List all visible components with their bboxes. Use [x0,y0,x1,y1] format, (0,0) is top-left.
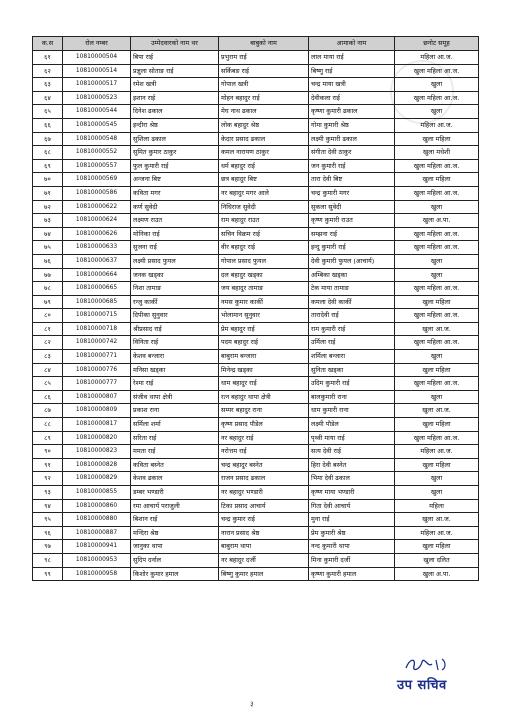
candidate-name-cell: केशव ढकाल [131,472,219,486]
selection-group-cell: खुला महिला आ.ज. [395,64,479,78]
serial-cell: ९२ [33,472,63,486]
mother-name-cell: उदिम कुमारी राई [309,377,395,391]
father-name-cell: गोपाल प्रसाद फुयल [219,254,309,268]
candidate-name-cell: मन्दिरा श्रेष्ठ [131,526,219,540]
candidate-name-cell: कविता बस्नेत [131,458,219,472]
candidate-name-cell: जनक खड्का [131,268,219,282]
father-name-cell: कृष्ण प्रसाद पौडेल [219,418,309,432]
selection-group-cell: खुला महिला आ.ज. [395,159,479,173]
selection-group-cell: खुला महिला [395,295,479,309]
mother-name-cell: चन्द्र कुमारी मगर [309,186,395,200]
serial-cell: ६१ [33,51,63,65]
serial-cell: ६३ [33,78,63,92]
selection-group-cell: खुला [395,200,479,214]
roll-number-cell: 10810000817 [63,418,131,432]
father-name-cell: नरोत्तम राई [219,445,309,459]
table-row [33,78,479,92]
mother-name-cell: जन कुमारी राई [309,159,395,173]
table-row [33,146,479,160]
candidate-name-cell: मोनिका राई [131,227,219,241]
father-name-cell: चन्द्र कुमार राई [219,513,309,527]
candidate-name-cell: संजीव थापा क्षेत्री [131,390,219,404]
father-name-cell: लोक बहादुर श्रेष्ठ [219,118,309,132]
roll-number-cell: 10810000820 [63,431,131,445]
mother-name-cell: संगीता देवी ठाकुर [309,146,395,160]
roll-number-cell: 10810000941 [63,540,131,554]
selection-group-cell: खुला [395,350,479,364]
candidate-name-cell: बिशान राई [131,513,219,527]
mother-name-cell: गोमा कुमारी श्रेष्ठ [309,118,395,132]
serial-cell: ९० [33,445,63,459]
selection-group-cell: खुला महिला आ.ज. [395,431,479,445]
table-row [33,418,479,432]
roll-number-cell: 10810000809 [63,404,131,418]
roll-number-cell: 10810000777 [63,377,131,391]
mother-name-cell: लक्ष्मी कुमारी ढकाल [309,132,395,146]
selection-group-cell: खुला आ.ज. [395,513,479,527]
roll-number-cell: 10810000665 [63,282,131,296]
table-row [33,499,479,513]
candidate-name-cell: सुजना राई [131,241,219,255]
table-row [33,553,479,567]
father-name-cell: वीर बहादुर राई [219,241,309,255]
mother-name-cell: पृथ्वी माया राई [309,431,395,445]
candidate-name-cell: दिनेश ढकाल [131,105,219,119]
father-name-cell: नर बहादुर मगर आले [219,186,309,200]
selection-group-cell: खुला महिला [395,132,479,146]
selection-group-cell: खुला दलित [395,553,479,567]
header-row [33,37,479,51]
roll-number-cell: 10810000855 [63,486,131,500]
mother-name-cell: मुना राई [309,513,395,527]
father-name-cell: बिष्णु कुमार हमाल [219,567,309,581]
candidate-name-cell: कर्ण सुवेदी [131,200,219,214]
table-row [33,322,479,336]
father-name-cell: राजन प्रसाद ढकाल [219,472,309,486]
mother-name-cell: कृष्ण कुमारी राउत [309,214,395,228]
table-row [33,472,479,486]
table-row [33,390,479,404]
father-name-cell: प्रेम बहादुर राई [219,322,309,336]
serial-cell: ८१ [33,322,63,336]
selection-group-cell: खुला महिला आ.ज. [395,186,479,200]
serial-cell: ७३ [33,214,63,228]
serial-cell: ७२ [33,200,63,214]
table-row [33,377,479,391]
candidate-name-cell: लक्ष्मण राउत [131,214,219,228]
roll-number-cell: 10810000807 [63,390,131,404]
header-serial: क.स [33,37,63,51]
table-row [33,526,479,540]
selection-group-cell: खुला महिला [395,363,479,377]
serial-cell: ६६ [33,118,63,132]
serial-cell: ९७ [33,540,63,554]
father-name-cell: निधिराज सुवेदी [219,200,309,214]
selection-group-cell: खुला [395,268,479,282]
mother-name-cell: सुकला सुवेदी [309,200,395,214]
roll-number-cell: 10810000828 [63,458,131,472]
father-name-cell: सर्किबङ राई [219,64,309,78]
selection-group-cell: खुला महिला आ.ज. [395,241,479,255]
candidate-name-cell: श्रीप्रसाद राई [131,322,219,336]
father-name-cell: रत्न बहादुर थापा क्षेत्री [219,390,309,404]
selection-group-cell: खुला अ.पा. [395,567,479,581]
candidate-name-cell: डम्बर भण्डारी [131,486,219,500]
table-row [33,350,479,364]
father-name-cell: गोपाल खत्री [219,78,309,92]
table-row [33,200,479,214]
mother-name-cell: राम कुमारी राई [309,322,395,336]
selection-group-cell: महिला आ.ज. [395,526,479,540]
candidate-name-cell: बिपा राई [131,51,219,65]
candidate-name-cell: सरिता राई [131,431,219,445]
mother-name-cell: सम्झना राई [309,227,395,241]
selection-group-cell: महिला आ.ज. [395,445,479,459]
roll-number-cell: 10810000624 [63,214,131,228]
roll-number-cell: 10810000586 [63,186,131,200]
mother-name-cell: उर्मिला राई [309,336,395,350]
serial-cell: ७९ [33,295,63,309]
father-name-cell: नर बहादुर दर्जी [219,553,309,567]
candidate-name-cell: रन्जु कार्की [131,295,219,309]
table-row [33,363,479,377]
selection-group-cell: खुला महिला आ.ज. [395,227,479,241]
mother-name-cell: गिता देवी आचार्य [309,499,395,513]
table-row [33,186,479,200]
table-row [33,404,479,418]
serial-cell: ६४ [33,91,63,105]
candidate-name-cell: प्रज्ञुला सोताङ राई [131,64,219,78]
mother-name-cell: चन्द्र माया खत्री [309,78,395,92]
serial-cell: ८८ [33,418,63,432]
serial-cell: ७१ [33,186,63,200]
serial-cell: ९५ [33,513,63,527]
mother-name-cell: कमला देवी कार्की [309,295,395,309]
official-designation: उप सचिव [397,678,447,693]
roll-number-cell: 10810000823 [63,445,131,459]
father-name-cell: बाबुराम बन्जारा [219,350,309,364]
table-row [33,282,479,296]
father-name-cell: पदम बहादुर राई [219,336,309,350]
mother-name-cell: प्रेम कुमारी श्रेष्ठ [309,526,395,540]
mother-name-cell: सत्य देवी राई [309,445,395,459]
candidate-name-cell: इन्दीरा श्रेष्ठ [131,118,219,132]
candidate-name-cell: कविता मगर [131,186,219,200]
table-row [33,513,479,527]
father-name-cell: सचिन विक्रम राई [219,227,309,241]
roll-number-cell: 10810000517 [63,78,131,92]
roll-number-cell: 10810000545 [63,118,131,132]
candidate-table [32,36,479,581]
table-body [33,51,479,581]
mother-name-cell: बिष्णु राई [309,64,395,78]
candidate-name-cell: मनिसा खड्का [131,363,219,377]
selection-group-cell: महिला आ.ज. [395,118,479,132]
table-row [33,540,479,554]
table-row [33,64,479,78]
roll-number-cell: 10810000880 [63,513,131,527]
candidate-name-cell: लक्ष्मी प्रसाद फुयल [131,254,219,268]
selection-group-cell: खुला [395,390,479,404]
header-father-name: बाबुको नाम [219,37,309,51]
candidate-name-cell: किशोर कुमार हमाल [131,567,219,581]
roll-number-cell: 10810000715 [63,309,131,323]
serial-cell: ९४ [33,499,63,513]
mother-name-cell: भिमा देवी ढकाल [309,472,395,486]
mother-name-cell: हिरा देवी बस्नेत [309,458,395,472]
header-selection-group: छनोट समूह [395,37,479,51]
candidate-name-cell: इशान राई [131,91,219,105]
roll-number-cell: 10810000626 [63,227,131,241]
candidate-name-cell: रमा आचार्य पराजुली [131,499,219,513]
mother-name-cell: तारादेवी राई [309,309,395,323]
header-candidate-name: उम्मेदवारको नाम थर [131,37,219,51]
roll-number-cell: 10810000958 [63,567,131,581]
serial-cell: ६८ [33,146,63,160]
table-row [33,132,479,146]
table-row [33,486,479,500]
mother-name-cell: देवी कुमारी फुयल (आचार्य) [309,254,395,268]
roll-number-cell: 10810000860 [63,499,131,513]
serial-cell: ७७ [33,268,63,282]
serial-cell: ६७ [33,132,63,146]
serial-cell: ८२ [33,336,63,350]
roll-number-cell: 10810000771 [63,350,131,364]
candidate-name-cell: निशा तामाङ [131,282,219,296]
serial-cell: ८९ [33,431,63,445]
selection-group-cell: खुला [395,472,479,486]
candidate-name-cell: सुशिला ढकाल [131,132,219,146]
serial-cell: ७६ [33,254,63,268]
father-name-cell: बाबुराम थापा [219,540,309,554]
candidate-name-cell: रेश्मा राई [131,377,219,391]
candidate-name-cell: फुल कुमारी राई [131,159,219,173]
mother-name-cell: बालकुमारी राना [309,390,395,404]
mother-name-cell: सुनिता खड्का [309,363,395,377]
serial-cell: ९३ [33,486,63,500]
candidate-name-cell: सुदिप दर्नाल [131,553,219,567]
mother-name-cell: कृष्णा कुमारी ढकाल [309,105,395,119]
selection-group-cell: खुला महिला आ.ज. [395,282,479,296]
selection-group-cell: खुला महिला आ.ज. [395,377,479,391]
roll-number-cell: 10810000523 [63,91,131,105]
table-row [33,336,479,350]
roll-number-cell: 10810000622 [63,200,131,214]
serial-cell: ८० [33,309,63,323]
serial-cell: ७४ [33,227,63,241]
father-name-cell: धाम बहादुर राई [219,377,309,391]
serial-cell: ९९ [33,567,63,581]
roll-number-cell: 10810000514 [63,64,131,78]
candidate-name-cell: जानुका थापा [131,540,219,554]
table-row [33,268,479,282]
roll-number-cell: 10810000637 [63,254,131,268]
serial-cell: ८७ [33,404,63,418]
roll-number-cell: 10810000742 [63,336,131,350]
roll-number-cell: 10810000569 [63,173,131,187]
table-row [33,309,479,323]
father-name-cell: नारान प्रसाद श्रेष्ठ [219,526,309,540]
roll-number-cell: 10810000504 [63,51,131,65]
selection-group-cell: महिला [395,499,479,513]
roll-number-cell: 10810000829 [63,472,131,486]
candidate-list-sheet [32,36,478,581]
selection-group-cell: खुला महिला आ.ज. [395,309,479,323]
selection-group-cell: खुला [395,78,479,92]
candidate-name-cell: अन्जना बिष्ट [131,173,219,187]
serial-cell: ६९ [33,159,63,173]
roll-number-cell: 10810000718 [63,322,131,336]
serial-cell: ९८ [33,553,63,567]
candidate-name-cell: सुमित कुमार ठाकुर [131,146,219,160]
father-name-cell: चन्द्र बहादुर बस्नेत [219,458,309,472]
serial-cell: ९६ [33,526,63,540]
table-row [33,118,479,132]
father-name-cell: टिका प्रसाद आचार्य [219,499,309,513]
selection-group-cell: खुला मधेशी [395,146,479,160]
candidate-name-cell: ममता राई [131,445,219,459]
mother-name-cell: कृष्ण माया भण्डारी [309,486,395,500]
candidate-name-cell: विनिता राई [131,336,219,350]
roll-number-cell: 10810000552 [63,146,131,160]
table-row [33,214,479,228]
candidate-name-cell: सर्मिला शर्मा [131,418,219,432]
header-mother-name: आमाको नाम [309,37,395,51]
father-name-cell: मोहन बहादुर राई [219,91,309,105]
table-row [33,445,479,459]
candidate-name-cell: रमेश खत्री [131,78,219,92]
roll-number-cell: 10810000633 [63,241,131,255]
father-name-cell: नर बहादुर राई [219,431,309,445]
father-name-cell: जय बहादुर तामाङ [219,282,309,296]
table-row [33,159,479,173]
table-row [33,295,479,309]
selection-group-cell: खुला आ.ज. [395,404,479,418]
serial-cell: ८६ [33,390,63,404]
serial-cell: ८४ [33,363,63,377]
mother-name-cell: कृष्णा कुमारी हमाल [309,567,395,581]
handwritten-signature [402,654,462,676]
father-name-cell: कमल नारायण ठाकुर [219,146,309,160]
father-name-cell: प्रभुराम राई [219,51,309,65]
father-name-cell: धर्म बहादुर राई [219,159,309,173]
roll-number-cell: 10810000887 [63,526,131,540]
table-row [33,91,479,105]
serial-cell: ७८ [33,282,63,296]
mother-name-cell: लाल माया राई [309,51,395,65]
selection-group-cell: महिला आ.ज. [395,51,479,65]
father-name-cell: नमस कुमार कार्की [219,295,309,309]
roll-number-cell: 10810000548 [63,132,131,146]
mother-name-cell: टेक माया तामाङ [309,282,395,296]
father-name-cell: राम बहादुर राउत [219,214,309,228]
roll-number-cell: 10810000664 [63,268,131,282]
father-name-cell: मेघ नाथ ढकाल [219,105,309,119]
table-row [33,458,479,472]
table-row [33,431,479,445]
candidate-name-cell: प्रकाश राना [131,404,219,418]
serial-cell: ६५ [33,105,63,119]
roll-number-cell: 10810000685 [63,295,131,309]
mother-name-cell: अम्बिका खड्का [309,268,395,282]
selection-group-cell: खुला [395,254,479,268]
table-row [33,567,479,581]
roll-number-cell: 10810000953 [63,553,131,567]
father-name-cell: मिनेन्द्र खड्का [219,363,309,377]
father-name-cell: छत्र बहादुर बिष्ट [219,173,309,187]
candidate-name-cell: दिपीका सुनुवार [131,309,219,323]
selection-group-cell: खुला महिला [395,458,479,472]
mother-name-cell: शर्मिला बन्जारा [309,350,395,364]
selection-group-cell: खुला [395,105,479,119]
selection-group-cell: खुला महिला [395,418,479,432]
selection-group-cell: खुला अ.पा. [395,214,479,228]
serial-cell: ९१ [33,458,63,472]
table-row [33,51,479,65]
table-row [33,105,479,119]
selection-group-cell: खुला महिला [395,173,479,187]
father-name-cell: सम्मर बहादुर राना [219,404,309,418]
header-roll-number: रोल नम्बर [63,37,131,51]
father-name-cell: भोलामान सुनुवार [219,309,309,323]
page-number: ३ [250,700,254,708]
serial-cell: ८५ [33,377,63,391]
serial-cell: ६२ [33,64,63,78]
father-name-cell: नर बहादुर भण्डारी [219,486,309,500]
selection-group-cell: खुला महिला [395,540,479,554]
selection-group-cell: खुला महिला आ.ज. [395,91,479,105]
table-header [33,37,479,51]
roll-number-cell: 10810000776 [63,363,131,377]
serial-cell: ७५ [33,241,63,255]
serial-cell: ७० [33,173,63,187]
serial-cell: ८३ [33,350,63,364]
selection-group-cell: खुला महिला आ.ज. [395,336,479,350]
table-row [33,227,479,241]
selection-group-cell: खुला [395,486,479,500]
mother-name-cell: देवीकला राई [309,91,395,105]
roll-number-cell: 10810000557 [63,159,131,173]
father-name-cell: दल बहादुर खड्का [219,268,309,282]
mother-name-cell: इन्दु कुमारी राई [309,241,395,255]
mother-name-cell: लक्ष्मी पौडेल [309,418,395,432]
mother-name-cell: नन्द कुमारी थापा [309,540,395,554]
table-row [33,254,479,268]
mother-name-cell: तारा देवी बिष्ट [309,173,395,187]
selection-group-cell: खुला आ.ज. [395,322,479,336]
table-row [33,241,479,255]
roll-number-cell: 10810000544 [63,105,131,119]
mother-name-cell: मिना कुमारी दर्जी [309,553,395,567]
candidate-name-cell: केशव बन्जारा [131,350,219,364]
mother-name-cell: धाम कुमारी राना [309,404,395,418]
table-row [33,173,479,187]
father-name-cell: केदार प्रसाद ढकाल [219,132,309,146]
